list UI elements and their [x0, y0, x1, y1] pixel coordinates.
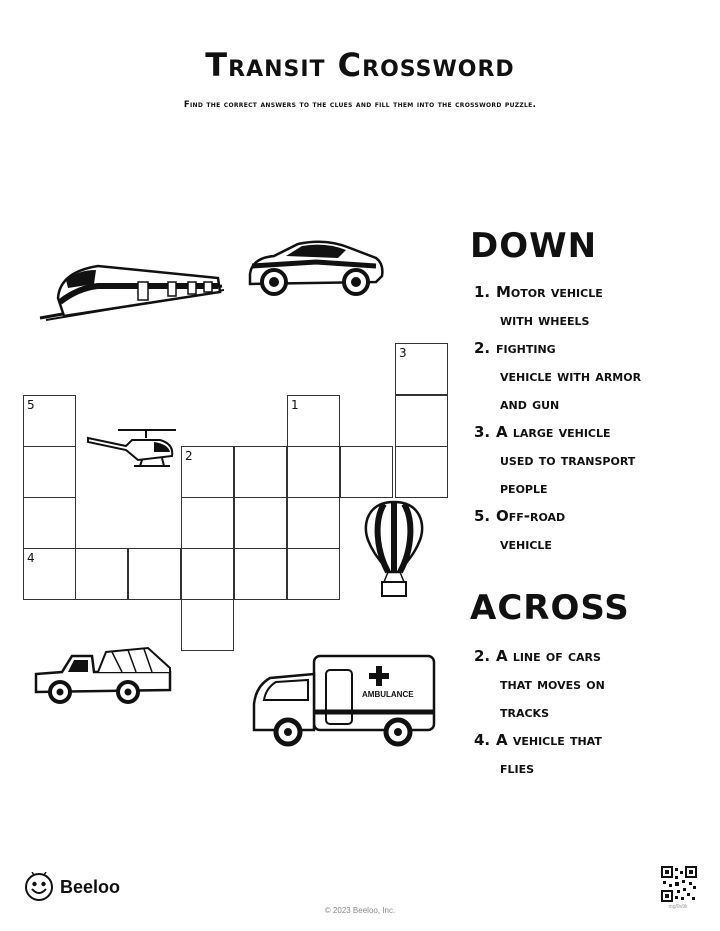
beeloo-logo-icon: [24, 872, 54, 902]
down-clue-3: [474, 418, 635, 502]
across-clue-number: 4.: [474, 731, 491, 749]
clue-number: 2: [185, 449, 193, 463]
down-clue-5: [474, 502, 565, 558]
down-clue-text: fighting: [496, 339, 556, 357]
crossword-cell[interactable]: [395, 395, 448, 447]
crossword-cell[interactable]: [287, 395, 340, 447]
crossword-cell[interactable]: [23, 497, 76, 549]
crossword-cell[interactable]: [234, 446, 287, 498]
down-clue-number: 3.: [474, 423, 491, 441]
across-heading: ACROSS: [470, 588, 630, 628]
car-icon: [246, 236, 386, 298]
ambulance-label: AMBULANCE: [362, 690, 414, 699]
crossword-cell[interactable]: [181, 446, 234, 498]
down-clue-text: and gun: [500, 395, 560, 413]
brand-name: Beeloo: [60, 876, 121, 897]
garbage-truck-icon: [32, 644, 174, 708]
down-clue-text: Off-road: [496, 507, 566, 525]
down-clue-text: A large vehicle: [496, 423, 611, 441]
crossword-cell[interactable]: [287, 446, 340, 498]
crossword-cell[interactable]: [23, 548, 76, 600]
crossword-cell[interactable]: [287, 548, 340, 600]
down-heading: DOWN: [470, 226, 598, 266]
train-icon: [38, 258, 224, 324]
across-clue-text: tracks: [500, 703, 550, 721]
across-clue-text: flies: [500, 759, 535, 777]
crossword-cell[interactable]: [75, 548, 128, 600]
across-clue-text: that moves on: [500, 675, 605, 693]
qr-code-icon: [661, 866, 697, 902]
clue-number: 5: [27, 398, 35, 412]
crossword-cell[interactable]: [181, 548, 234, 600]
down-clue-text: Motor vehicle: [496, 283, 603, 301]
brand: [24, 872, 120, 902]
across-clue-text: A line of cars: [496, 647, 601, 665]
down-clue-1: [474, 278, 603, 334]
across-clue-4: [474, 726, 602, 782]
down-clue-text: people: [500, 479, 548, 497]
crossword-cell[interactable]: [340, 446, 393, 498]
crossword-cell[interactable]: [234, 497, 287, 549]
across-clue-2: [474, 642, 605, 726]
ambulance-icon: [250, 652, 438, 748]
down-clue-number: 2.: [474, 339, 491, 357]
down-clue-number: 1.: [474, 283, 491, 301]
instructions: Find the correct answers to the clues and fill them into the crossword puzzle.: [183, 100, 537, 110]
down-clue-text: vehicle: [500, 535, 552, 553]
down-clue-text: with wheels: [500, 311, 590, 329]
page-title: Transit Crossword: [205, 46, 515, 84]
down-clue-text: vehicle with armor: [500, 367, 642, 385]
crossword-cell[interactable]: [181, 599, 234, 651]
down-clue-2: [474, 334, 641, 418]
crossword-cell[interactable]: [234, 548, 287, 600]
helicopter-icon: [82, 424, 178, 472]
crossword-cell[interactable]: [128, 548, 181, 600]
across-clue-text: A vehicle that: [496, 731, 602, 749]
down-clue-number: 5.: [474, 507, 491, 525]
crossword-cell[interactable]: [181, 497, 234, 549]
crossword-cell[interactable]: [395, 446, 448, 498]
qr-code-text: mg/9x9k: [668, 904, 688, 910]
crossword-cell[interactable]: [287, 497, 340, 549]
clue-number: 4: [27, 551, 35, 565]
across-clue-number: 2.: [474, 647, 491, 665]
copyright: © 2023 Beeloo, Inc.: [324, 906, 396, 915]
crossword-cell[interactable]: [23, 395, 76, 447]
crossword-cell[interactable]: [395, 343, 448, 395]
down-clue-text: used to transport: [500, 451, 636, 469]
crossword-cell[interactable]: [23, 446, 76, 498]
clue-number: 3: [399, 346, 407, 360]
hot-air-balloon-icon: [362, 500, 426, 598]
clue-number: 1: [291, 398, 299, 412]
